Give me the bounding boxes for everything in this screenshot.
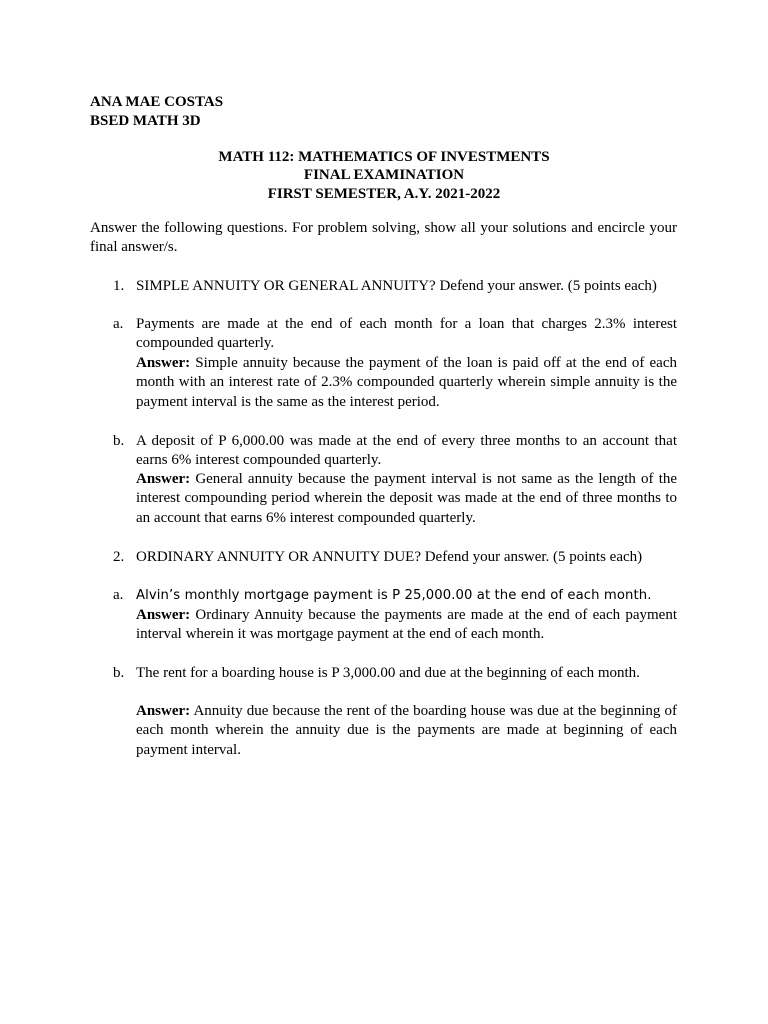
item-question: Payments are made at the end of each month for a loan that charges 2.3% interest compounded quarterly. xyxy=(136,316,677,352)
item-answer xyxy=(136,606,677,645)
item-answer xyxy=(136,470,677,528)
answer-label: Answer: xyxy=(136,355,191,371)
item-answer xyxy=(136,354,677,412)
answer-label: Answer: xyxy=(136,703,191,719)
question-number: 1. xyxy=(113,278,125,294)
item-letter: a. xyxy=(113,587,124,603)
question-number: 2. xyxy=(113,549,125,565)
course-title: MATH 112: MATHEMATICS OF INVESTMENTS xyxy=(218,149,550,165)
answer-text: Simple annuity because the payment of the loan is paid off at the end of each month with an interest rate of 2.3% compounded quarterly wherein simple annuity is the payment interval is the same as the interest period. xyxy=(136,355,677,410)
answer-label: Answer: xyxy=(136,607,191,623)
item-letter: b. xyxy=(113,665,125,681)
item-letter: a. xyxy=(113,316,124,332)
term-title: FIRST SEMESTER, A.Y. 2021-2022 xyxy=(267,186,501,202)
instructions: Answer the following questions. For problem solving, show all your solutions and encircle your final answer/s. xyxy=(90,220,677,256)
student-name: ANA MAE COSTAS xyxy=(90,94,224,110)
answer-text: Annuity due because the rent of the boarding house was due at the beginning of each month wherein the annuity due is the payments are made at beginning of each payment interval. xyxy=(136,703,677,758)
answer-text: Ordinary Annuity because the payments are made at the end of each payment interval wherein it was mortgage payment at the end of each month. xyxy=(136,607,677,643)
item-answer xyxy=(136,702,677,760)
answer-text: General annuity because the payment interval is not same as the length of the interest compounding period wherein the deposit was made at the end of three months to an account that earns 6% interest compounded quarterly. xyxy=(136,471,678,526)
answer-label: Answer: xyxy=(136,471,191,487)
student-program: BSED MATH 3D xyxy=(90,113,201,129)
item-question: A deposit of P 6,000.00 was made at the end of every three months to an account that earns 6% interest compounded quarterly. xyxy=(136,433,677,469)
question-prompt: ORDINARY ANNUITY OR ANNUITY DUE? Defend your answer. (5 points each) xyxy=(136,549,643,565)
question-prompt: SIMPLE ANNUITY OR GENERAL ANNUITY? Defend your answer. (5 points each) xyxy=(136,278,657,294)
exam-title: FINAL EXAMINATION xyxy=(303,167,465,183)
item-question: The rent for a boarding house is P 3,000.00 and due at the beginning of each month. xyxy=(136,665,640,681)
item-question: Alvin’s monthly mortgage payment is P 25,000.00 at the end of each month. xyxy=(136,588,652,603)
item-letter: b. xyxy=(113,433,125,449)
